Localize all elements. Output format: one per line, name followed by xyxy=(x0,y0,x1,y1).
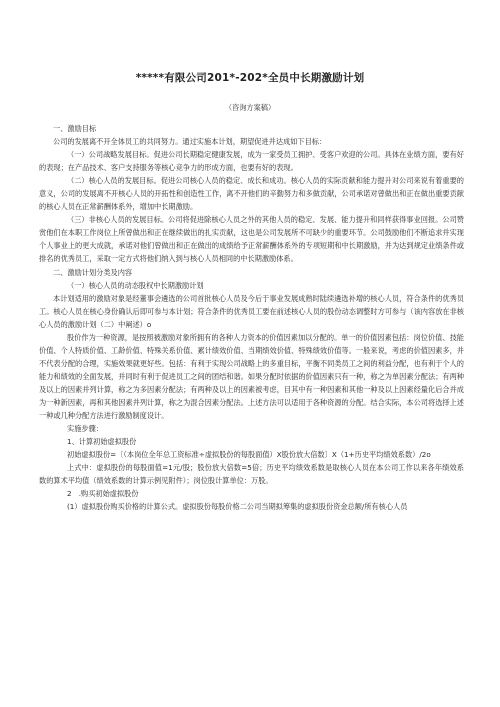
paragraph: 本计划适用的激励对象是经董事会遴选的公司首批核心人员及今后于事业发展成熟时陆续遴选补增的核心人员，符合条件的优秀员工。核心人员在核心身份确认后即可参与本计划；符合条件的优秀员工要在前述核心人员的股份动态调整时方可参与（该内容放在非核心人员的激励计划（二）中阐述）o xyxy=(39,293,464,329)
paragraph: （三）非核心人员的发展目标。公司将促进除核心人员之外的其他人员的稳定、发展、能力提升和同样获得事业回报。公司赞赏他们在本职工作岗位上所曾做出和正在继续做出的扎实贡献，这也是公司发展所不可缺少的重要环节。公司鼓励他们不断追求并实现个人事业上的更大成就，承诺对他们曾做出和正在做出的成绩给予正常薪酬体系外的专项短期和中长期激励，并为达到规定业绩条件或排名的优秀员工，采取一定方式将他们纳入到与核心人员相同的中长期激励体系。 xyxy=(39,215,464,264)
paragraph: （一）公司战略发展目标。促进公司长期稳定健康发展，成为一家受员工拥护、受客户欢迎的公司。具体在业绩方面，要有好的表现；在产品技术、客户支持服务等核心竞争力的形成方面，也要有好的表现。 xyxy=(39,150,464,173)
paragraph: （一）核心人员的动态股权中长期激励计划 xyxy=(67,280,204,290)
paragraph: 公司的发展离不开全体员工的共同努力。通过实施本计划，期望促进并达成如下目标： xyxy=(53,137,327,147)
document-body xyxy=(39,122,464,513)
paragraph: 上式中：虚拟股份的每股面值=1元/股；股份放大倍数=5倍；历史平均绩效系数是取核心人员在本公司工作以来各年绩效系数的算术平均值（绩效系数的计算示例见附件）；岗位股计算单位：万股。 xyxy=(39,463,464,486)
paragraph: 一、激励目标 xyxy=(53,124,97,133)
paragraph: (1）虚拟股份购买价格的计算公式。虚拟股份每股价格二公司当期拟筹集的虚拟股份资金总额/所有核心人员 xyxy=(67,502,408,512)
paragraph: 实施步骤： xyxy=(67,424,103,434)
document-subtitle: （咨询方案稿） xyxy=(224,103,276,112)
paragraph: 初始虚拟股份=〔（本岗位全年总工资标准÷虚拟股份的每股面值）X股份放大倍数〕X（1+历史平均绩效系数）/2o xyxy=(67,450,431,460)
paragraph: 2 .购买初始虚拟股份 xyxy=(67,489,139,499)
paragraph: （二）核心人员的发展目标。促进公司核心人员的稳定、成长和成功。核心人员的实际贡献和能力提升对公司来说有着重要的意义，公司的发展离不开核心人员的开拓性和创造性工作，离不开他们的辛勤努力和多做贡献，公司承诺对曾做出和正在做出重要贡献的核心人员在正常薪酬体系外，增加中长期激励。 xyxy=(39,176,464,212)
paragraph: 股价作为一种资源，是按照被激励对象所拥有的各种人力资本的价值因素加以分配的。单一的价值因素包括：岗位价值、技能价值、个人特质价值、工龄价值、特殊关系价值、累计绩效价值、当期绩效价值、特殊绩效价值等。一般来说，考虑的价值因素多，并不代表分配的合理，实施效果就更好些。包括：有利于实现公司战略上的多重目标，平衡不同类员工之间的利益分配，也有利于个人的能力和绩效的全面发展，并同时有利于促进员工之间的团结和谐。如果分配时依据的价值因素只有一种，称之为单因素分配法；有两种及以上的因素并列计算，称之为多因素分配法；有两种及以上的因素被考虑，目其中有一种因素和其他一种及以上因素经量化后合并成为一种新因素，再和其他因素并列计算，称之为混合因素分配法。上述方法可以适用于各种资源的分配。结合实际，本公司将选择上述一种或几种分配方法进行激励制度设计。 xyxy=(39,332,464,421)
paragraph: 1、计算初始虚拟股份 xyxy=(67,437,137,447)
document-title: *****有限公司201*-202*全员中长期激励计划 xyxy=(135,72,365,84)
paragraph: 二、激励计划分类及内容 xyxy=(53,267,133,277)
